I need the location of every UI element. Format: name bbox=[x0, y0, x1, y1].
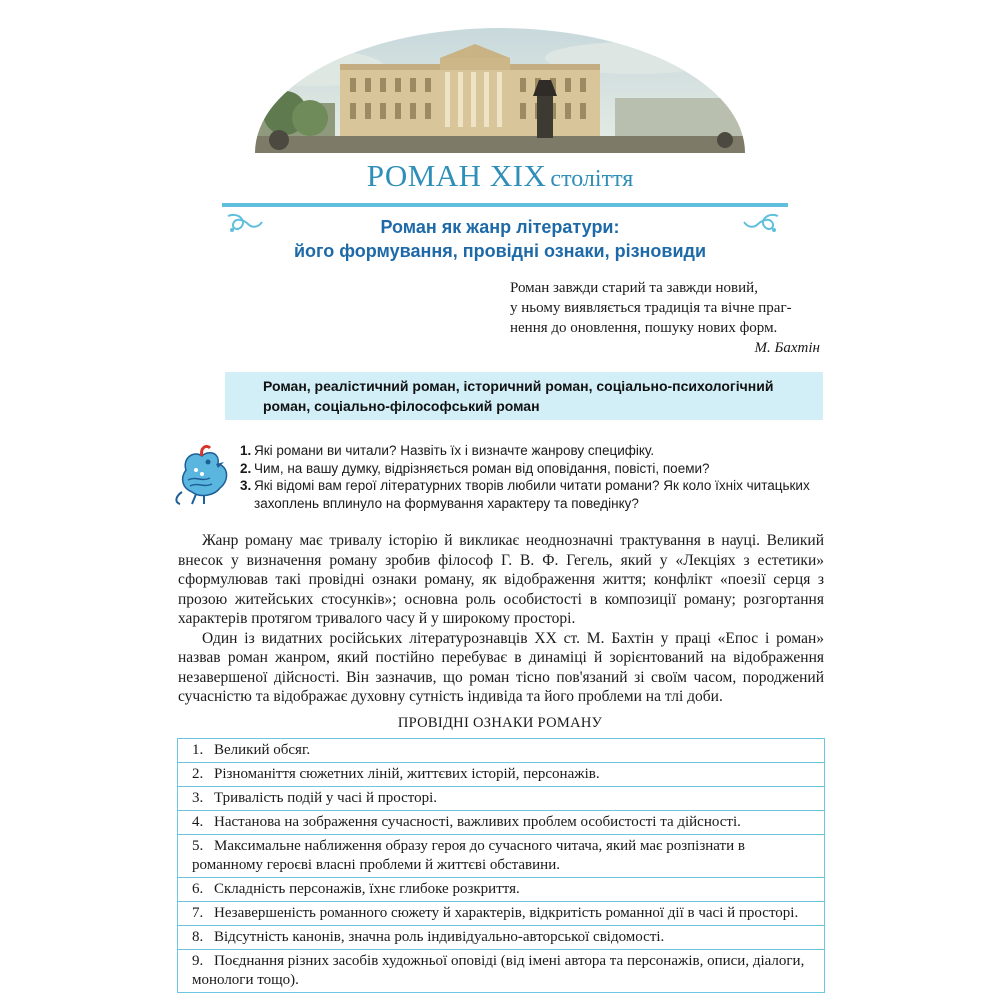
table-cell bbox=[178, 902, 825, 926]
row-number: 4. bbox=[192, 814, 204, 830]
row-number: 3. bbox=[192, 790, 204, 806]
question-list bbox=[240, 442, 840, 512]
body-paragraph: Жанр роману має тривалу історію й викликає неоднозначні трактування в науці. Великий внесок у визначення роману зробив філософ Г. В. Ф. Гегель, який у «Лекціях з естетики» сформулював такі провідні ознаки роману, як відображення життя; конфлікт «поезії серця з прозою житейських стосунків»; основна роль особистості в композиції роману; розгортання характерів протягом тривалого часу й у широкому просторі. bbox=[178, 532, 824, 627]
row-text: Поєднання різних засобів художньої оповіді (від імені автора та персонажів, описи, діалоги, монологи тощо). bbox=[192, 953, 805, 988]
row-number: 5. bbox=[192, 838, 204, 854]
row-text: Різноманіття сюжетних ліній, життєвих історій, персонажів. bbox=[214, 766, 600, 782]
question-number: 1. bbox=[240, 443, 252, 458]
title-main: РОМАН XIX bbox=[366, 158, 547, 193]
row-text: Незавершеність романного сюжету й характерів, відкритість романної дії в часі й просторі. bbox=[214, 905, 799, 921]
features-table bbox=[177, 738, 825, 993]
key-terms-box: Роман, реалістичний роман, історичний роман, соціально-психологічний роман, соціально-філософський роман bbox=[225, 372, 823, 420]
epigraph bbox=[510, 278, 820, 358]
question-text: Чим, на вашу думку, відрізняється роман від оповідання, повісті, поеми? bbox=[254, 460, 710, 476]
table-cell bbox=[178, 835, 825, 878]
body-text bbox=[178, 531, 824, 707]
subtitle-line-2: його формування, провідні ознаки, різновиди bbox=[293, 241, 707, 261]
row-number: 6. bbox=[192, 881, 204, 897]
row-number: 1. bbox=[192, 742, 204, 758]
table-cell bbox=[178, 739, 825, 763]
table-row bbox=[178, 950, 825, 993]
table-row bbox=[178, 763, 825, 787]
row-text: Тривалість подій у часі й просторі. bbox=[214, 790, 438, 806]
title-suffix: століття bbox=[550, 166, 634, 192]
table-row bbox=[178, 811, 825, 835]
row-text: Відсутність канонів, значна роль індивідуально-авторської свідомості. bbox=[214, 929, 665, 945]
row-number: 7. bbox=[192, 905, 204, 921]
table-cell bbox=[178, 763, 825, 787]
row-text: Складність персонажів, їхнє глибоке розкриття. bbox=[214, 881, 520, 897]
title-divider bbox=[222, 203, 788, 207]
page-title bbox=[0, 158, 1000, 194]
table-cell bbox=[178, 811, 825, 835]
question-text: Які романи ви читали? Назвіть їх і визначте жанрову специфіку. bbox=[254, 443, 655, 458]
table-row bbox=[178, 787, 825, 811]
question-number: 2. bbox=[240, 460, 252, 476]
question-item bbox=[240, 460, 840, 478]
section-subtitle bbox=[0, 215, 1000, 263]
bird-ornament-icon bbox=[172, 440, 234, 506]
table-cell bbox=[178, 926, 825, 950]
table-row bbox=[178, 835, 825, 878]
epigraph-line: нення до оновлення, пошуку нових форм. bbox=[510, 320, 778, 336]
epigraph-line: у ньому виявляється традиція та вічне праг- bbox=[510, 300, 792, 316]
question-item bbox=[240, 442, 840, 460]
subtitle-line-1: Роман як жанр літератури: bbox=[380, 217, 620, 237]
features-title: ПРОВІДНІ ОЗНАКИ РОМАНУ bbox=[397, 715, 603, 731]
question-number: 3. bbox=[240, 478, 252, 493]
row-text: Максимальне наближення образу героя до сучасного читача, який має розпізнати в романному героєві власні проблеми й життєві обставини. bbox=[192, 838, 745, 873]
header-palace-painting bbox=[255, 28, 745, 153]
epigraph-line: Роман завжди старий та завжди новий, bbox=[510, 280, 758, 296]
row-number: 8. bbox=[192, 929, 204, 945]
question-item bbox=[240, 477, 840, 512]
epigraph-author: М. Бахтін bbox=[754, 340, 820, 356]
table-row bbox=[178, 902, 825, 926]
table-row bbox=[178, 739, 825, 763]
row-number: 9. bbox=[192, 953, 204, 969]
row-text: Великий обсяг. bbox=[214, 742, 311, 758]
row-number: 2. bbox=[192, 766, 204, 782]
table-cell bbox=[178, 950, 825, 993]
table-cell bbox=[178, 878, 825, 902]
row-text: Настанова на зображення сучасності, важливих проблем особистості та дійсності. bbox=[214, 814, 741, 830]
table-row bbox=[178, 878, 825, 902]
body-paragraph: Один із видатних російських літературознавців XX ст. М. Бахтін у праці «Епос і роман» назвав роман жанром, який постійно перебуває в динаміці й зорієнтований на відображення незавершеної дійсності. Він зазначив, що роман тісно пов'язаний зі своїм часом, породжений сучасністю та відображає духовну сутність індивіда та його проблеми на тлі доби. bbox=[178, 629, 824, 705]
table-row bbox=[178, 926, 825, 950]
question-text: Які відомі вам герої літературних творів любили читати романи? Як коло їхніх читацьких захоплень вплинуло на формування характеру та поведінку? bbox=[254, 478, 810, 511]
table-cell bbox=[178, 787, 825, 811]
